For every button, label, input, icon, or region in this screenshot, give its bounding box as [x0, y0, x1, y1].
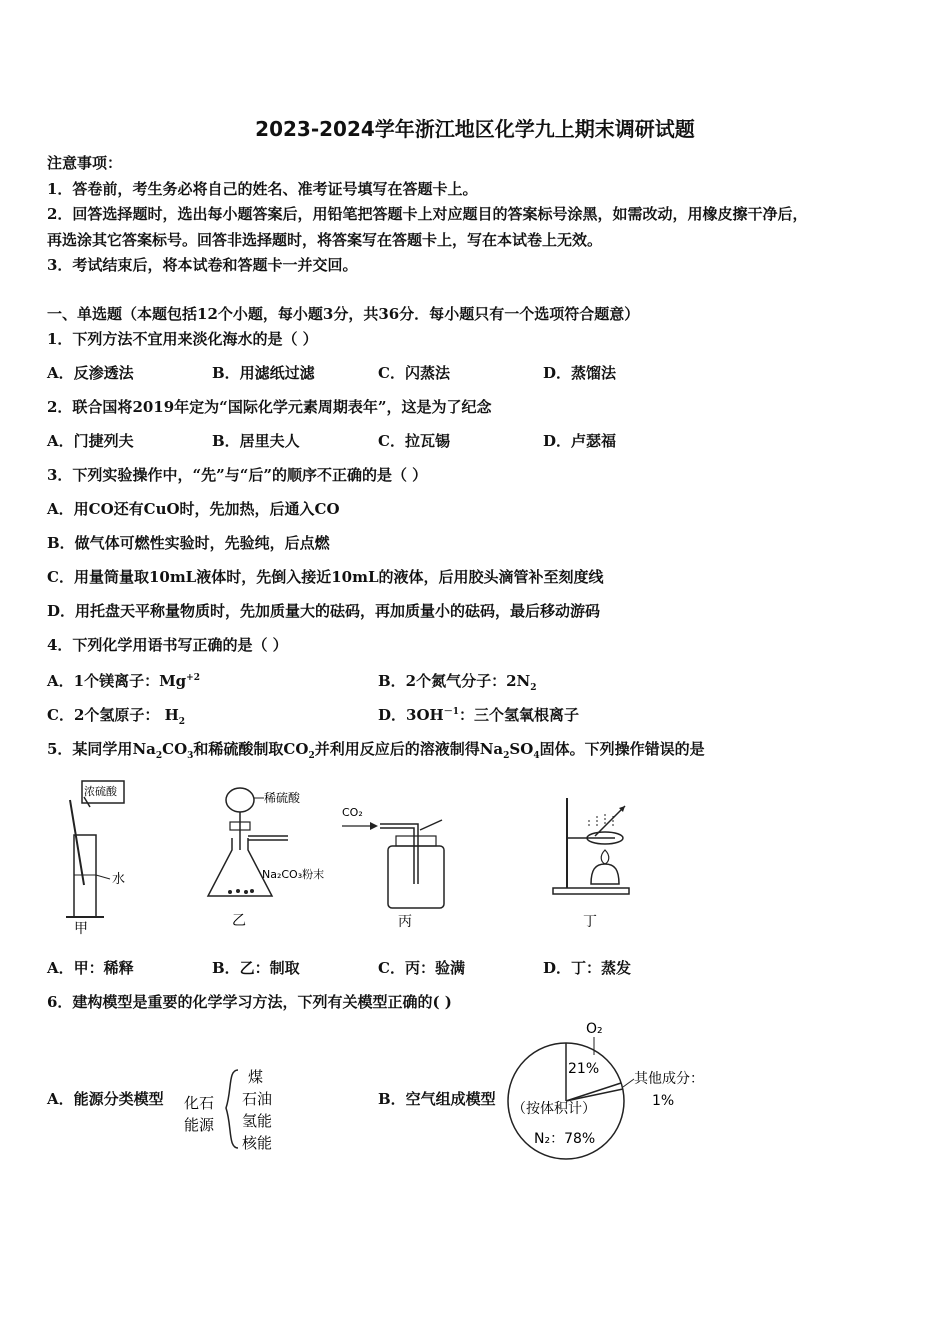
q5-option-b[interactable]: B．乙：制取	[212, 959, 300, 977]
yi-reagent-label: 稀硫酸	[264, 791, 301, 805]
q3-option-b[interactable]: B．做气体可燃性实验时，先验纯，后点燃	[47, 534, 330, 552]
figure-yi	[200, 778, 350, 936]
volume-note: （按体积计）	[512, 1101, 596, 1117]
question-5-stem: 5．某同学用$Na_2CO_3$和稀硫酸制取$CO_2$并利用反应后的溶液制得$Na_2SO_4$固体。下列操作错误的是	[47, 740, 705, 761]
section-heading: 一、单选题（本题包括12个小题，每小题3分，共36分．每小题只有一个选项符合题意）	[47, 305, 640, 323]
alcohol-lamp-icon	[591, 864, 619, 884]
figure-ding	[545, 790, 655, 936]
jia-caption: 甲	[74, 921, 88, 935]
notice-item: 再选涂其它答案标号。回答非选择题时，将答案写在答题卡上，写在本试卷上无效。	[47, 231, 603, 249]
notice-item: 3．考试结束后，将本试卷和答题卡一并交回。	[47, 256, 358, 274]
energy-item: 煤	[248, 1068, 264, 1086]
figure-bing	[338, 800, 448, 936]
q1-option-d[interactable]: D．蒸馏法	[543, 364, 617, 382]
o2-label: O₂	[586, 1021, 603, 1037]
q1-option-c[interactable]: C．闪蒸法	[378, 364, 450, 382]
separatory-funnel-icon	[226, 788, 254, 812]
energy-group-label: 化石	[184, 1094, 215, 1112]
notice-item: 2．回答选择题时，选出每小题答案后，用铅笔把答题卡上对应题目的答案标号涂黑，如需改动，用橡皮擦干净后，	[47, 205, 808, 223]
other-components-label: 其他成分：	[634, 1071, 704, 1087]
q5-option-a[interactable]: A．甲：稀释	[47, 959, 134, 977]
ding-caption: 丁	[583, 914, 597, 930]
q5-option-d[interactable]: D．丁：蒸发	[543, 959, 632, 977]
q6-option-a[interactable]: A．能源分类模型	[47, 1090, 164, 1108]
energy-classification-model	[180, 1064, 290, 1160]
jia-water-label: 水	[112, 872, 126, 887]
question-4-stem: 4．下列化学用语书写正确的是（ ）	[47, 636, 288, 654]
o2-percent-label: 21%	[568, 1061, 600, 1077]
brace-icon	[226, 1070, 238, 1148]
pie-slice-boundary	[566, 1083, 621, 1101]
figure-jia	[62, 775, 162, 935]
q4-option-c[interactable]: C．2个氢原子： $H_2$	[47, 706, 186, 727]
yi-caption: 乙	[232, 913, 246, 929]
yi-powder-label: Na₂CO₃粉末	[262, 868, 325, 881]
q1-option-a[interactable]: A．反渗透法	[47, 364, 134, 382]
q1-option-b[interactable]: B．用滤纸过滤	[212, 364, 315, 382]
q4-option-d[interactable]: D．$3OH^{-1}$：三个氢氧根离子	[378, 706, 579, 724]
notice-heading: 注意事项：	[47, 154, 123, 172]
other-percent-label: 1%	[652, 1093, 675, 1109]
notice-item: 1．答卷前，考生务必将自己的姓名、准考证号填写在答题卡上。	[47, 180, 478, 198]
q5-option-c[interactable]: C．丙：验满	[378, 959, 465, 977]
q4-option-b[interactable]: B．2个氮气分子：$2N_2$	[378, 672, 537, 693]
energy-item: 核能	[242, 1134, 273, 1152]
q6-option-b[interactable]: B．空气组成模型	[378, 1090, 496, 1108]
q4-option-a[interactable]: A．1个镁离子：$Mg^{+2}$	[47, 672, 200, 690]
bing-gas-label: CO₂	[342, 806, 363, 819]
question-6-stem: 6．建构模型是重要的化学学习方法，下列有关模型正确的( )	[47, 993, 452, 1011]
q3-option-a[interactable]: A．用CO还有CuO时，先加热，后通入CO	[47, 500, 340, 518]
question-1-stem: 1．下列方法不宜用来淡化海水的是（ ）	[47, 330, 318, 348]
pie-slice-boundary	[566, 1089, 623, 1101]
n2-label: N₂：78%	[534, 1131, 596, 1147]
energy-group-label: 能源	[184, 1116, 215, 1134]
q2-option-a[interactable]: A．门捷列夫	[47, 432, 134, 450]
bing-caption: 丙	[398, 914, 412, 930]
energy-item: 氢能	[242, 1112, 273, 1130]
q3-option-c[interactable]: C．用量筒量取10mL液体时，先倒入接近10mL的液体，后用胶头滴管补至刻度线	[47, 568, 604, 586]
q2-option-b[interactable]: B．居里夫人	[212, 432, 300, 450]
jia-reagent-label: 浓硫酸	[84, 785, 117, 798]
q3-option-d[interactable]: D．用托盘天平称量物质时，先加质量大的砝码，再加质量小的砝码，最后移动游码	[47, 602, 601, 620]
q2-option-d[interactable]: D．卢瑟福	[543, 432, 617, 450]
page-title: 2023-2024学年浙江地区化学九上期末调研试题	[255, 117, 695, 141]
q2-option-c[interactable]: C．拉瓦锡	[378, 432, 450, 450]
question-3-stem: 3．下列实验操作中，“先”与“后”的顺序不正确的是（ ）	[47, 466, 428, 484]
gas-bottle-icon	[388, 846, 444, 908]
energy-item: 石油	[242, 1090, 273, 1108]
question-2-stem: 2．联合国将2019年定为“国际化学元素周期表年”，这是为了纪念	[47, 398, 492, 416]
air-composition-model	[500, 1015, 720, 1160]
